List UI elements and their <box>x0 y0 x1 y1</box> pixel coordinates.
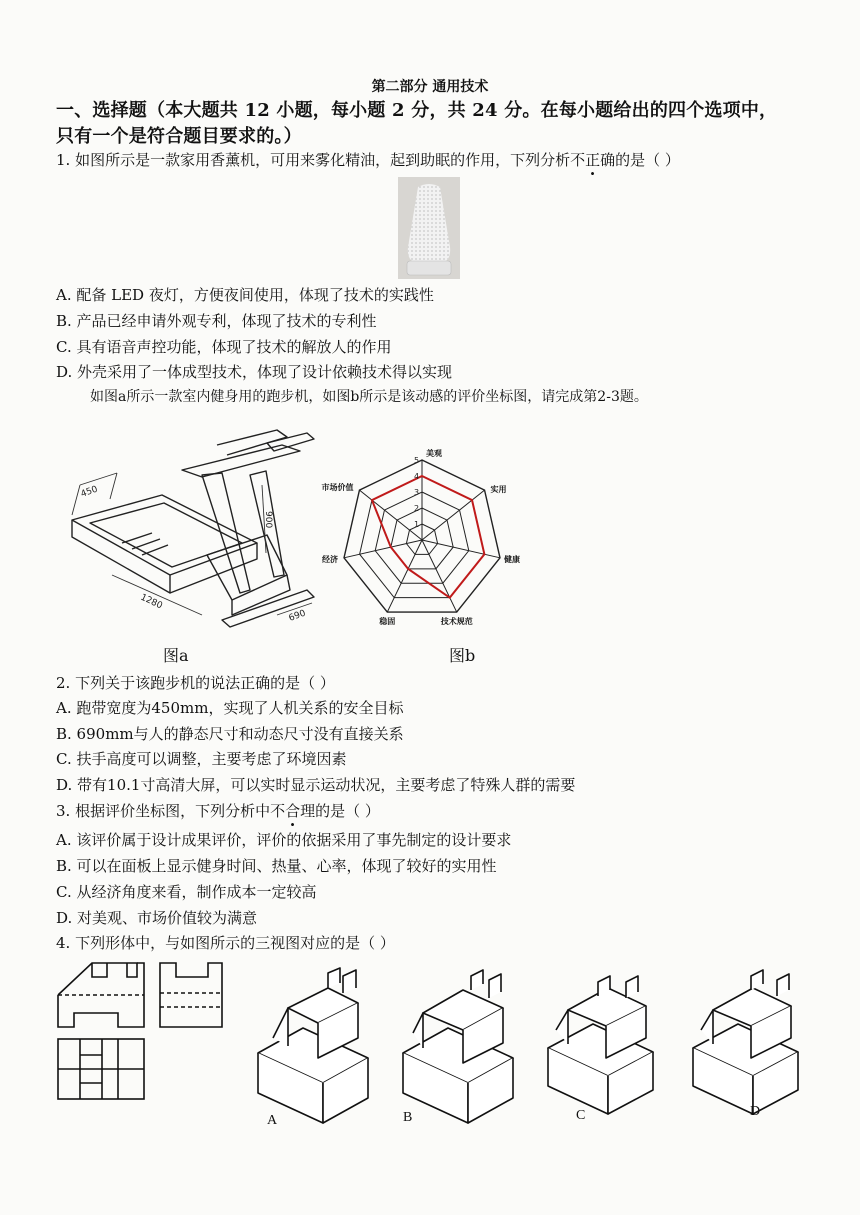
q4-label-a: A <box>267 1113 278 1128</box>
q1-option-b: B. 产品已经申请外观专利，体现了技术的专利性 <box>56 312 377 330</box>
q2-option-a: A. 跑带宽度为450mm，实现了人机关系的安全目标 <box>56 699 404 717</box>
radar-label-0: 美观 <box>426 449 442 458</box>
q1-stem-post: 的是（ ） <box>615 151 680 169</box>
q3-option-d: D. 对美观、市场价值较为满意 <box>56 909 258 927</box>
q1-emphasis: 不正确 <box>570 151 616 169</box>
q4-label-c: C <box>576 1108 586 1123</box>
radar-tick-5: 5 <box>414 456 420 465</box>
radar-axes <box>344 460 500 612</box>
q1-option-c: C. 具有语音声控功能，体现了技术的解放人的作用 <box>56 338 392 356</box>
diffuser-photo <box>398 177 460 279</box>
radar-label-5: 经济 <box>322 554 339 564</box>
option-a-solid <box>258 968 368 1123</box>
radar-tick-3: 3 <box>414 488 420 497</box>
q2-3-intro: 如图a所示一款室内健身用的跑步机，如图b所示是该动感的评价坐标图，请完成第2-3题。 <box>90 389 648 405</box>
q3-option-b: B. 可以在面板上显示健身时间、热量、心率，体现了较好的实用性 <box>56 857 497 875</box>
q3-option-c: C. 从经济角度来看，制作成本一定较高 <box>56 883 317 901</box>
q1-stem <box>56 149 680 170</box>
radar-tick-4: 4 <box>414 472 420 481</box>
q1-option-a: A. 配备 LED 夜灯，方便夜间使用，体现了技术的实践性 <box>56 286 434 304</box>
option-d-solid <box>693 970 798 1114</box>
q1-option-d: D. 外壳采用了一体成型技术，体现了设计依赖技术得以实现 <box>56 363 453 381</box>
isometric-options <box>248 968 808 1128</box>
q2-option-b: B. 690mm与人的静态尺寸和动态尺寸没有直接关系 <box>56 725 404 743</box>
radar-label-1: 实用 <box>490 485 507 495</box>
q2-option-d: D. 带有10.1寸高清大屏，可以实时显示运动状况，主要考虑了特殊人群的需要 <box>56 776 576 794</box>
part-title: 第二部分 通用技术 <box>371 79 489 95</box>
section-heading-line2: 只有一个是符合题目要求的。） <box>56 126 302 147</box>
figure-a-caption: 图a <box>163 646 189 665</box>
radar-axis-3 <box>422 540 457 612</box>
section-heading-line1: 一、选择题（本大题共 12 小题，每小题 2 分，共 24 分。在每小题给出的四个选项中， <box>56 100 778 121</box>
dim-690: 690 <box>287 608 308 624</box>
radar-series-polygon <box>372 476 484 598</box>
q2-stem: 2. 下列关于该跑步机的说法正确的是（ ） <box>56 674 335 692</box>
radar-tick-1: 1 <box>414 520 420 529</box>
dim-1280: 1280 <box>138 592 164 612</box>
q3-stem <box>56 800 380 821</box>
radar-label-6: 市场价值 <box>321 483 354 493</box>
dim-900: 900 <box>263 511 273 529</box>
q1-stem-pre: 1. 如图所示是一款家用香薰机，可用来雾化精油，起到助眠的作用，下列分析 <box>56 151 571 169</box>
radar-label-4: 稳固 <box>379 617 396 627</box>
three-view-drawing <box>52 955 242 1105</box>
q3-stem-post: 的是（ ） <box>315 802 380 820</box>
front-view <box>58 963 137 995</box>
q4-label-b: B <box>403 1110 413 1125</box>
treadmill-drawing <box>52 425 330 635</box>
q4-stem: 4. 下列形体中，与如图所示的三视图对应的是（ ） <box>56 934 395 952</box>
radar-chart <box>321 448 520 628</box>
option-c-solid <box>548 976 653 1114</box>
radar-label-3: 技术规范 <box>440 617 473 627</box>
q3-option-a: A. 该评价属于设计成果评价，评价的依据采用了事先制定的设计要求 <box>56 831 512 849</box>
dim-450: 450 <box>79 484 100 500</box>
side-view <box>160 963 222 1027</box>
radar-tick-2: 2 <box>414 504 420 513</box>
q2-option-c: C. 扶手高度可以调整，主要考虑了环境因素 <box>56 750 347 768</box>
figure-b-caption: 图b <box>449 646 476 665</box>
q4-label-d: D <box>750 1104 761 1119</box>
option-b-solid <box>403 970 513 1123</box>
q3-emphasis: 不合理 <box>270 802 316 820</box>
radar-label-2: 健康 <box>503 554 520 564</box>
q3-stem-pre: 3. 根据评价坐标图，下列分析中 <box>56 802 271 820</box>
